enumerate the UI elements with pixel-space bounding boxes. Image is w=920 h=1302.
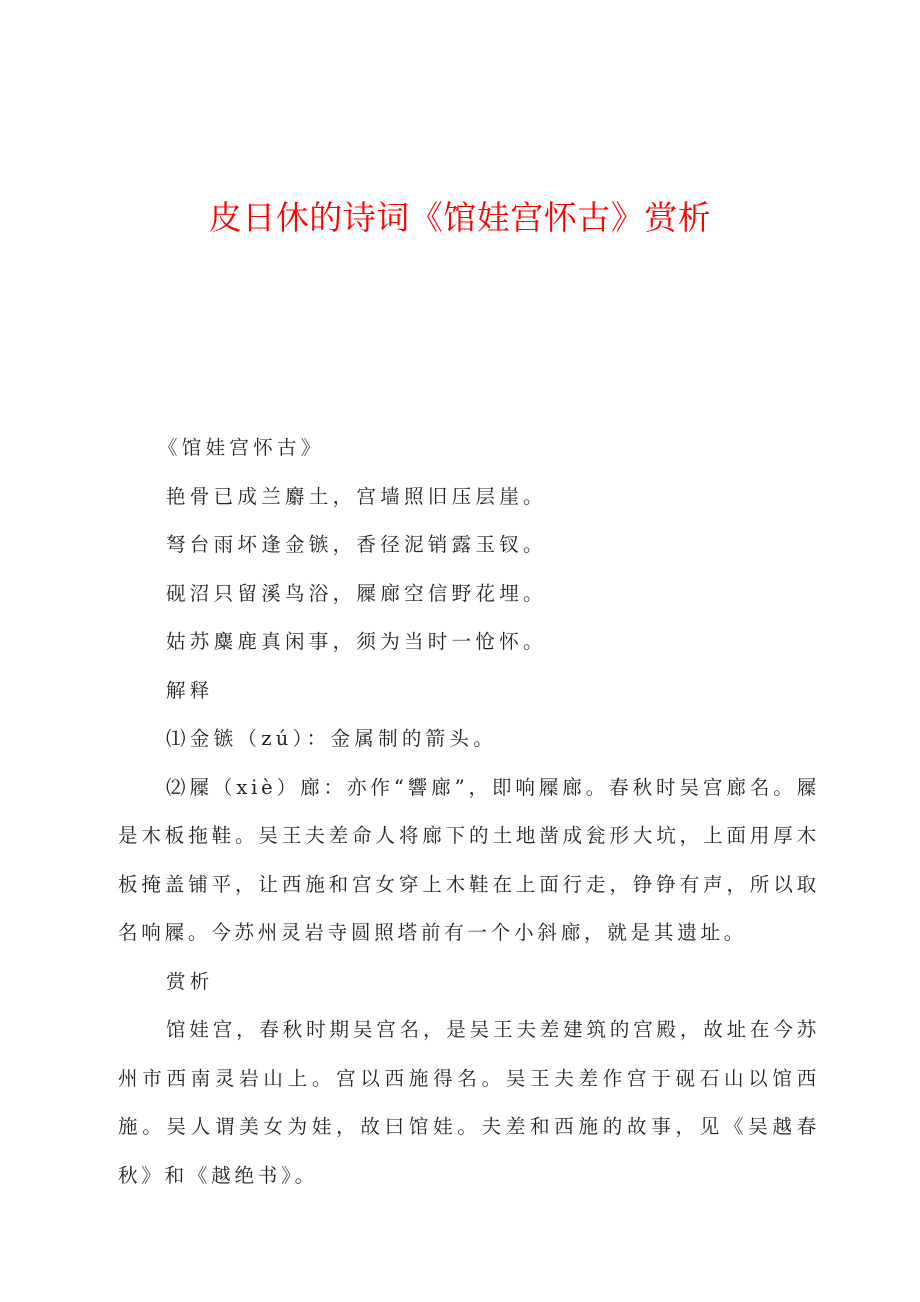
poem-line: 弩台雨坏逢金镞，香径泥销露玉钗。	[166, 533, 547, 556]
document-body	[118, 424, 820, 1200]
poem-heading: 《馆娃宫怀古》	[158, 436, 325, 459]
poem-line: 艳骨已成兰麝土，宫墙照旧压层崖。	[166, 484, 547, 508]
explanation-note: ⑵屧（xiè）廊：亦作“響廊”，即响屧廊。春秋时吴宫廊名。屧是木板拖鞋。吴王夫差命人将廊下的土地凿成瓮形大坑，上面用厚木板掩盖铺平，让西施和宫女穿上木鞋在上面行走，铮铮有声，所以取名响屧。今苏州灵岩寺圆照塔前有一个小斜廊，就是其遗址。	[118, 775, 820, 944]
poem-line: 姑苏麋鹿真闲事，须为当时一怆怀。	[166, 630, 547, 653]
appreciation-heading: 赏析	[166, 969, 214, 993]
explanation-note: ⑴金镞（zú）：金属制的箭头。	[166, 727, 498, 750]
poem-line: 砚沼只留溪鸟浴，屧廊空信野花埋。	[166, 581, 547, 605]
explanation-heading: 解释	[166, 678, 214, 702]
appreciation-paragraph: 馆娃宫，春秋时期吴宫名，是吴王夫差建筑的宫殿，故址在今苏州市西南灵岩山上。宫以西施得名。吴王夫差作宫于砚石山以馆西施。吴人谓美女为娃，故曰馆娃。夫差和西施的故事，见《吴越春秋》和《越绝书》。	[118, 1018, 820, 1187]
document-title: 皮日休的诗词《馆娃宫怀古》赏析	[208, 198, 712, 237]
